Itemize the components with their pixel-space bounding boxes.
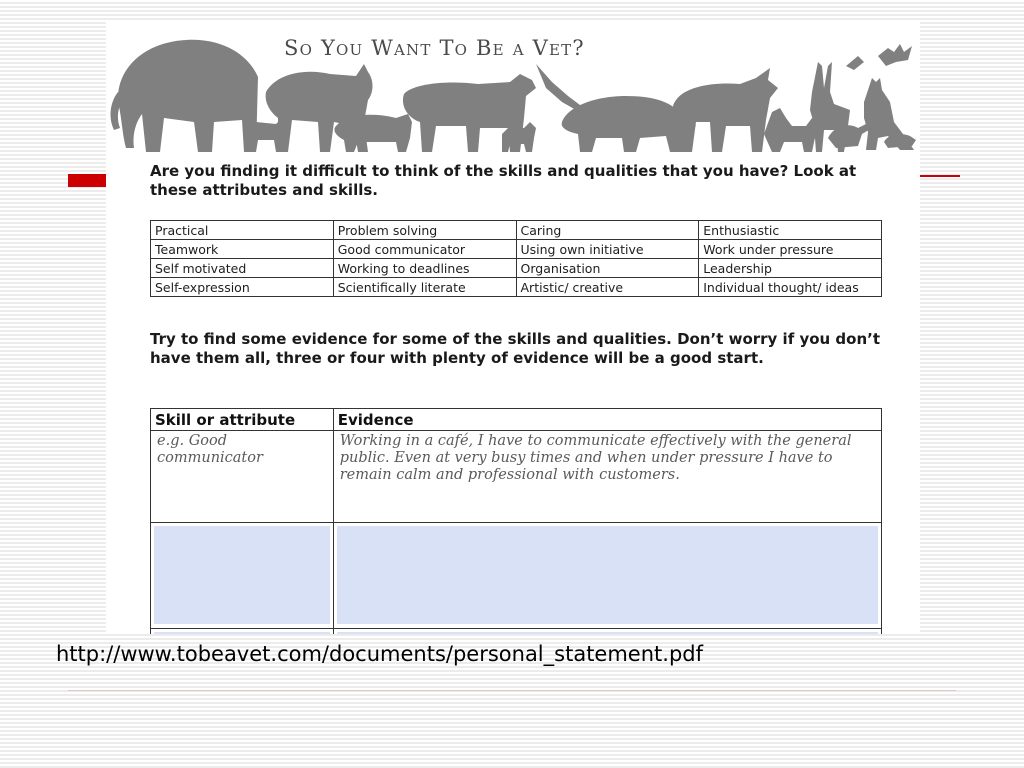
source-url-link[interactable]: http://www.tobeavet.com/documents/personal_statement.pdf <box>56 642 703 666</box>
table-cell: Caring <box>516 221 699 240</box>
skill-input-cell <box>151 523 334 629</box>
bird-small-icon <box>846 56 864 70</box>
table-row <box>151 431 882 523</box>
table-cell: Problem solving <box>333 221 516 240</box>
table-row <box>151 240 882 259</box>
table-cell: Work under pressure <box>699 240 882 259</box>
table-cell: Good communicator <box>333 240 516 259</box>
skill-input-field[interactable] <box>154 526 330 624</box>
evidence-input-cell <box>333 523 881 629</box>
elephant-icon <box>111 40 258 152</box>
skill-input-cell <box>151 629 334 635</box>
example-evidence-text: Working in a café, I have to communicate effectively with the general public. Even at very busy times and when under pressure I have to remain calm and professional with customers. <box>339 433 852 483</box>
table-cell: Enthusiastic <box>699 221 882 240</box>
evidence-input-cell <box>333 629 881 635</box>
evidence-input-field[interactable] <box>337 526 878 624</box>
table-cell: Working to deadlines <box>333 259 516 278</box>
document-title: So You Want To Be a Vet? <box>284 36 585 60</box>
skills-table <box>150 220 882 297</box>
table-row <box>151 278 882 297</box>
table-cell: Leadership <box>699 259 882 278</box>
bottom-divider <box>68 690 956 691</box>
bird-icon <box>536 64 584 110</box>
table-cell: Using own initiative <box>516 240 699 259</box>
skill-column-header: Skill or attribute <box>151 409 334 431</box>
table-row <box>151 259 882 278</box>
dog-tall-icon <box>764 108 818 152</box>
table-cell: Teamwork <box>151 240 334 259</box>
example-skill-cell <box>151 431 334 523</box>
evidence-input-field[interactable] <box>337 632 878 634</box>
table-row <box>151 523 882 629</box>
example-evidence-cell <box>333 431 881 523</box>
evidence-table <box>150 408 882 634</box>
pig-icon <box>334 114 412 152</box>
question-1: Are you finding it difficult to think of the skills and qualities that you have? Look at these attributes and skills. <box>150 162 857 199</box>
table-cell: Self motivated <box>151 259 334 278</box>
example-skill-text: e.g. Good communicator <box>157 433 263 466</box>
table-row <box>151 629 882 635</box>
document-image <box>106 22 920 634</box>
table-row <box>151 221 882 240</box>
table-cell: Self-expression <box>151 278 334 297</box>
table-cell: Practical <box>151 221 334 240</box>
bat-icon <box>878 44 912 66</box>
skill-input-field[interactable] <box>154 632 330 634</box>
bull-icon <box>673 68 778 152</box>
question-2: Try to find some evidence for some of the skills and qualities. Don’t worry if you don’t have them all, three or four with plenty of evidence will be a good start. <box>150 330 881 367</box>
table-cell: Artistic/ creative <box>516 278 699 297</box>
table-cell: Scientifically literate <box>333 278 516 297</box>
table-header-row <box>151 409 882 431</box>
table-cell: Organisation <box>516 259 699 278</box>
evidence-column-header: Evidence <box>333 409 881 431</box>
table-cell: Individual thought/ ideas <box>699 278 882 297</box>
